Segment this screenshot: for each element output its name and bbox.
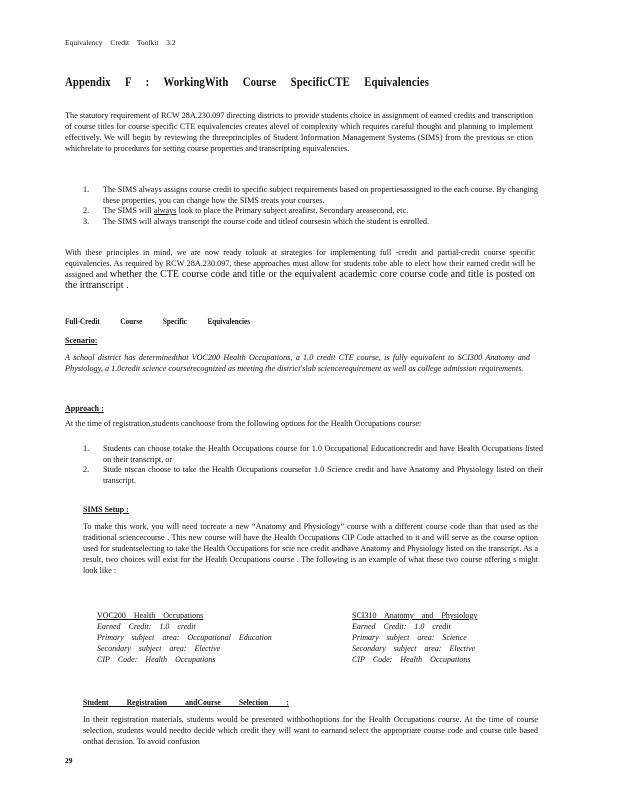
list-item [83,444,543,465]
intro-paragraph: The statutory requirement of RCW 28A.230.097 directing districts to provide students choice in assignment of earned credits and transcription of course titles for course specific CTE equivalencies creates alevel of complexity which requires careful thought and planning to implement effectively. We will begin by reviewing the threeprinciples of Student Information Management Systems (SIMS) from the previous se ction whichrelate to procedures for setting course properties and transcripting equivalencies. [65,111,533,153]
list-item [83,185,538,206]
principles-list [83,185,538,227]
registration-text: In their registration materials, students would be presented withbothoptions for the Health Occupations course. At the time of course selection, students would needto decide which credit they will want to earnand select the appropriate course code and course title based onthat decision. To avoid confusion [83,715,538,746]
list-item [83,217,538,228]
course-line: Earned Credit: 1.0 credit [97,622,196,631]
approach-text: At the time of registration,students canchoose from the following options for the Health Occupations course: [65,419,422,428]
course-block-sci310 [352,610,512,665]
list-text: The SIMS will always transcript the course code and titleof coursesin which the student is enrolled. [103,216,430,226]
list-number: 1. [83,185,90,194]
registration-heading: Student Registration andCourse Selection : [83,697,289,707]
emphasis-underline: always [153,206,177,215]
full-credit-heading: Full-Credit Course Specific Equivalencies [65,316,251,326]
page-number: 29 [65,756,73,765]
course-line: CIP Code: Health Occupations [352,655,471,664]
list-text: The SIMS will [103,206,154,215]
course-line: Secondary subject area: Elective [97,644,221,653]
course-line: CIP Code: Health Occupations [97,655,216,664]
principles-paragraph [65,247,535,291]
running-header: Equivalency Credit Toolkit 3.2 [65,38,176,47]
paragraph-text-large: whether the CTE course code and title or the equivalent academic core course code and title is posted on the irtranscript . [65,269,535,291]
appendix-title: Appendix F : WorkingWith Course SpecificCTE Equivalencies [65,74,430,89]
course-title: VOC200 Health Occupations [97,611,204,620]
course-title: SCI310 Anatomy and Physiology [352,611,478,620]
course-line: Primary subject area: Science [352,633,467,642]
sims-setup-heading: SIMS Setup : [83,505,129,514]
list-number: 1. [83,444,90,453]
approach-heading: Approach : [65,404,104,413]
list-number: 2. [83,206,90,215]
scenario-heading: Scenario: [65,336,98,345]
list-text: Stude ntscan choose to take the Health Occupations coursefor 1.0 Science credit and have Anatomy and Physiology listed on their transcript. [103,465,543,485]
course-line: Primary subject area: Occupational Education [97,633,272,642]
sims-setup-text: To make this work, you will need tocreate a new “Anatomy and Physiology” course with a different course code than that used as the traditional sciencecourse . This new course will have the Health Occupations CIP Code attached to it and will serve as the course option used for studentselecting to take the Health Occupations for scie nce credit andhave Anatomy and Physiology listed on the transcript. As a result, two choices will exist for the Health Occupations course . The following is an example of what these two course offering s might look like : [83,522,538,575]
paragraph-text: With these principles in mind, we are now ready tolook at strategies for implementing full -credit and partial-credit course specific equivalencies. As required by RCW 28A.230.097, these approaches must allow for students tobe able to elect how their earned credit will be assigned and [65,248,535,279]
course-line: Earned Credit: 1.0 credit [352,622,451,631]
list-text: Students can choose totake the Health Occupations course for 1.0 Occupational Educationcredit and have Health Occupations listed on their transcript, or [103,444,543,464]
list-number: 3. [83,216,90,226]
list-number: 2. [83,465,90,474]
course-line: Secondary subject area: Elective [352,644,476,653]
list-text: look to place the Primary subject areafirst, Secondary areasecond, etc. [176,206,409,215]
options-list [83,444,543,486]
list-text: The SIMS always assigns course credit to specific subject requirements based on propertiesassigned to the each course. By changing these properties, you can change how the SIMS treats your courses. [103,185,538,205]
list-item [83,465,543,486]
course-block-voc200 [97,610,317,665]
scenario-text: A school district has determinedthat VOC200 Health Occupations, a 1.0 credit CTE course, is fully equivalent to SCI300 Anatomy and Physiology, a 1.0credit science courserecognized as meeting the district'slab sciencerequirement as well as college admission requirements. [65,353,530,373]
list-item [83,206,538,217]
